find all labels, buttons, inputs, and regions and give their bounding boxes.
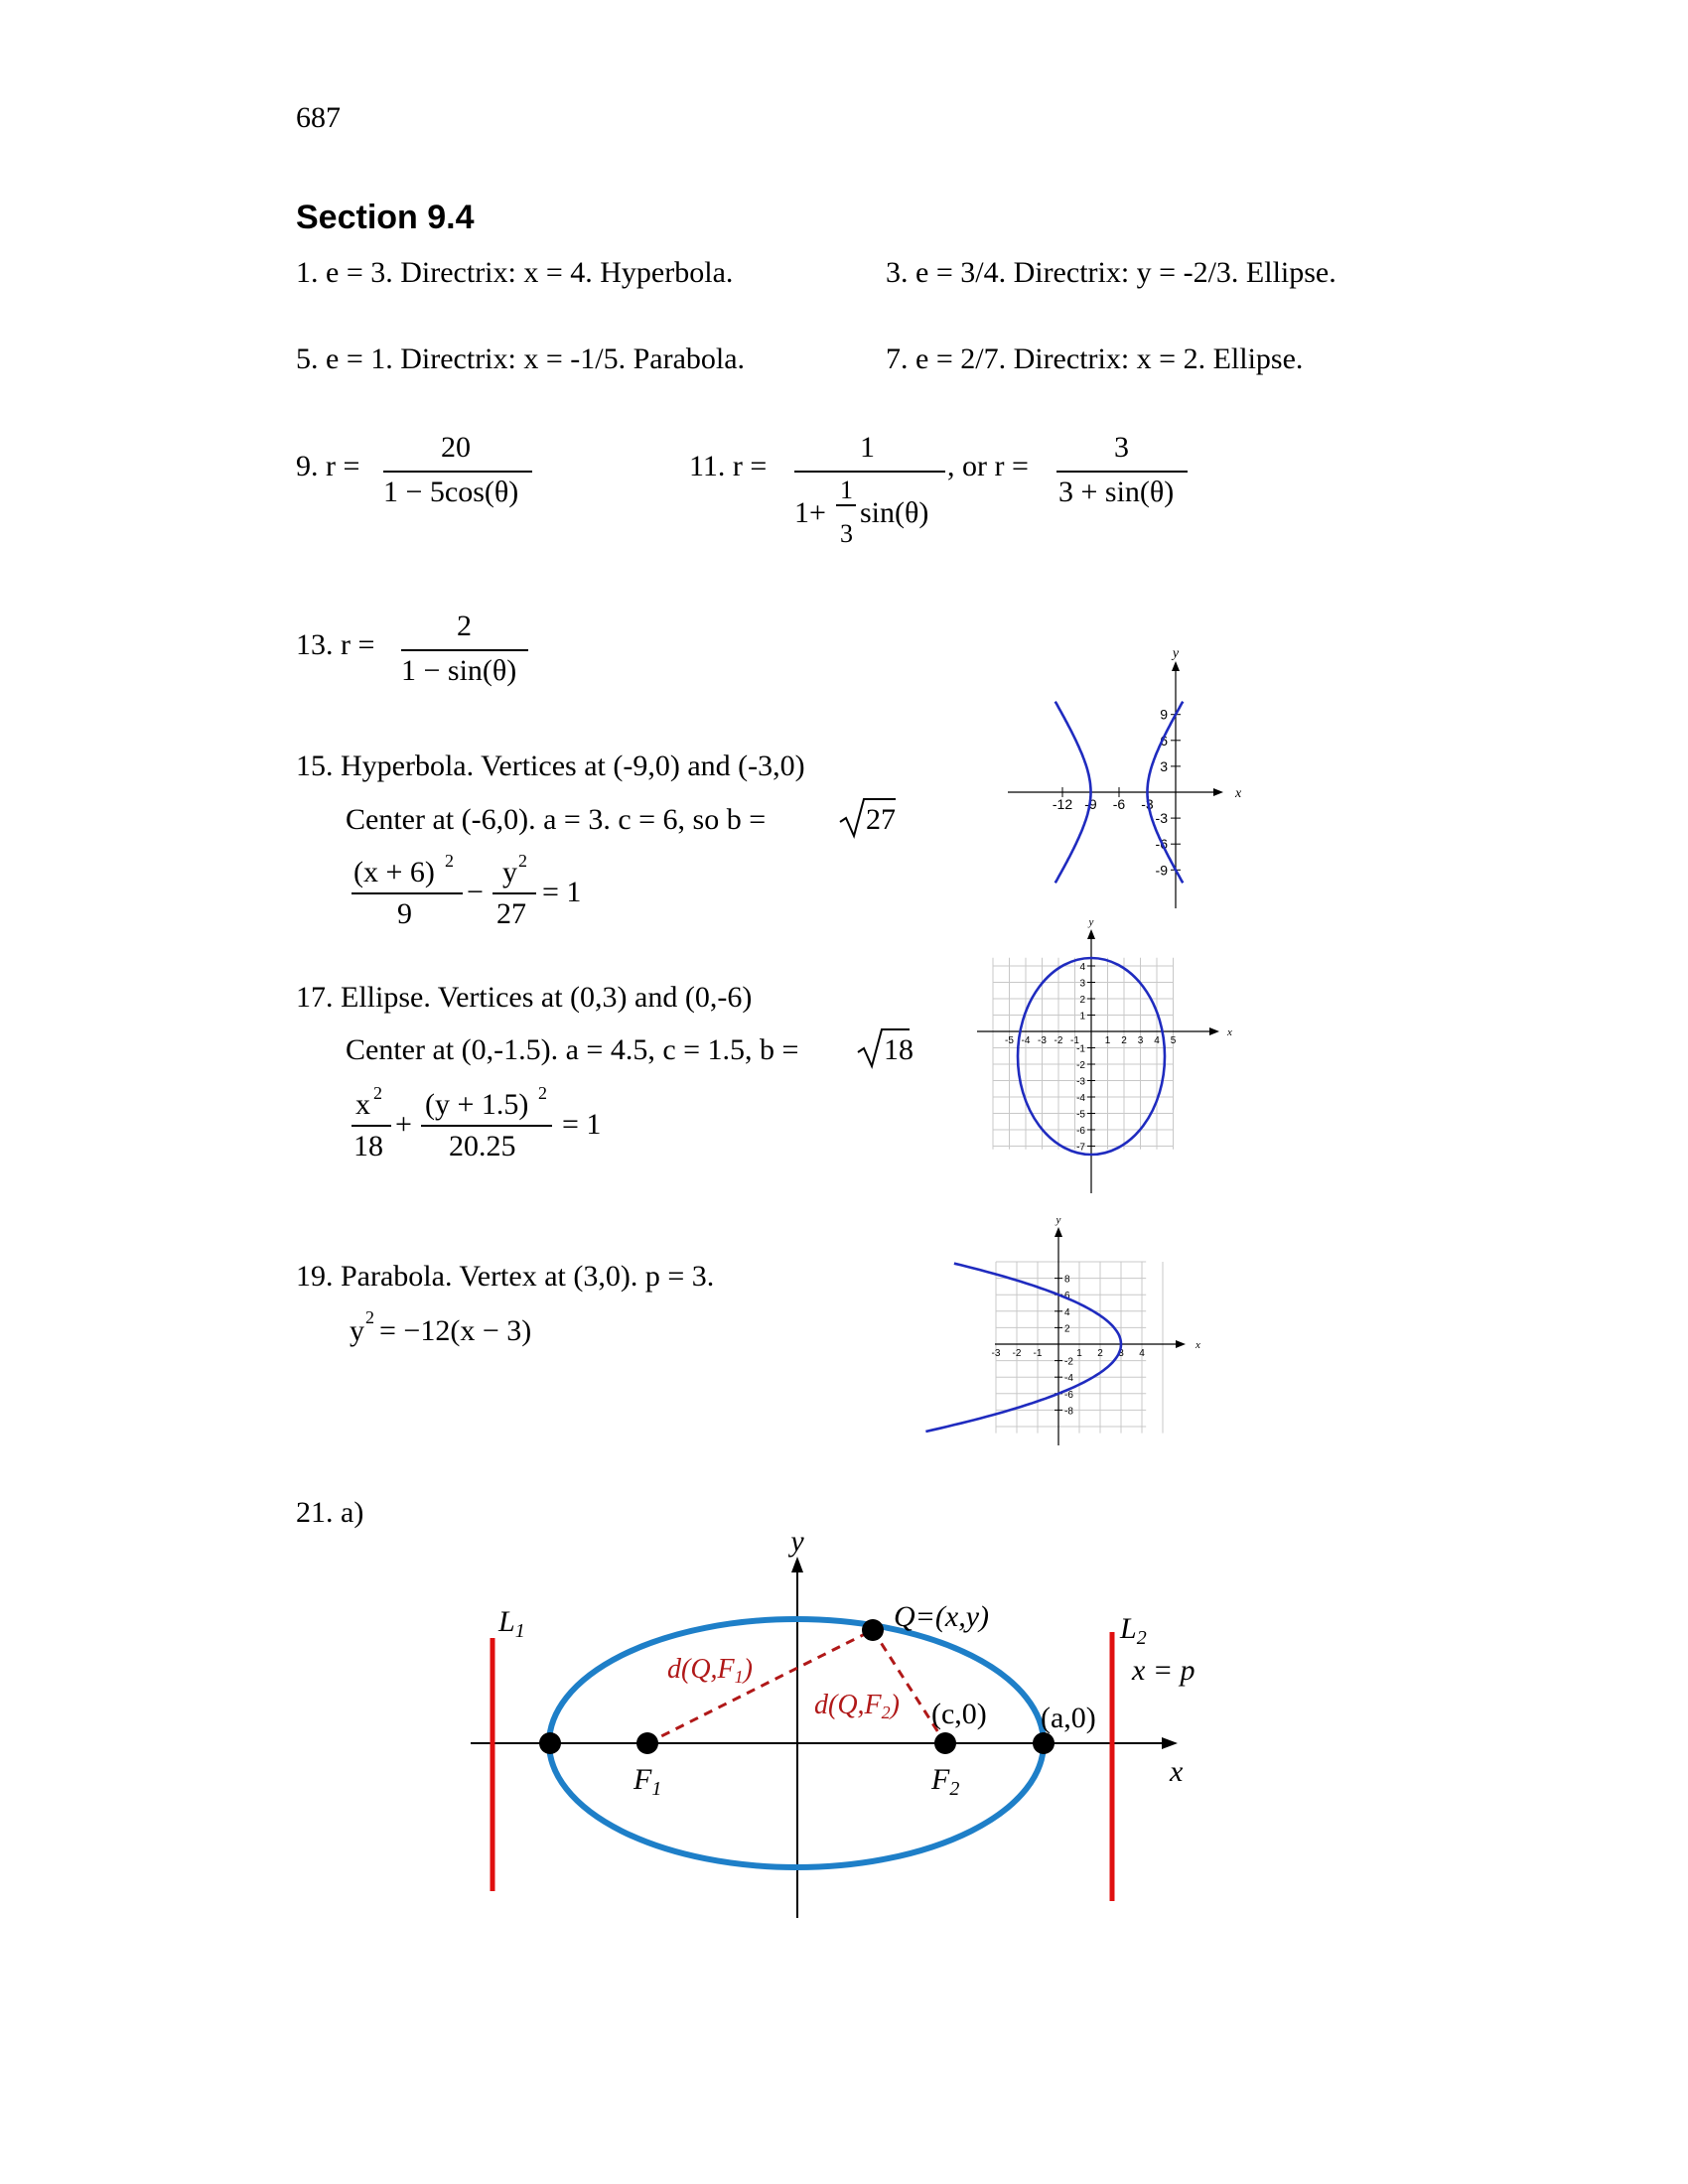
answer-15-sqrt-value: 27 xyxy=(866,803,896,836)
answer-15-eq-n2sup: 2 xyxy=(518,851,527,871)
dQF2-label: d(Q,F2) xyxy=(814,1690,900,1722)
y-tick-label: -4 xyxy=(1064,1373,1073,1385)
x-tick-label: 3 xyxy=(1118,1348,1124,1359)
y-tick-label: -6 xyxy=(1064,1389,1073,1401)
F1-label: $F_1$ xyxy=(633,1763,662,1800)
x-tick-label: 3 xyxy=(1137,1035,1144,1046)
fraction-bar xyxy=(383,471,532,473)
answer-15-line1: 15. Hyperbola. Vertices at (-9,0) and (-3,0) xyxy=(296,750,805,782)
answer-1: 1. e = 3. Directrix: x = 4. Hyperbola. xyxy=(296,256,734,289)
y-tick-label: -3 xyxy=(1076,1076,1085,1088)
answer-15-eq-n1sup: 2 xyxy=(445,851,454,871)
graph-19-parabola xyxy=(993,1211,1221,1449)
y-tick-label: 6 xyxy=(1064,1291,1070,1302)
answer-11-alt-numerator: 3 xyxy=(1114,431,1129,464)
dashed-Q-F1 xyxy=(647,1630,873,1743)
y-tick-label: -5 xyxy=(1076,1109,1085,1121)
y-tick-label: -6 xyxy=(1076,1126,1085,1137)
y-tick-label: -8 xyxy=(1064,1406,1073,1418)
answer-17-eq-d2: 20.25 xyxy=(449,1130,516,1162)
y-tick-label: -3 xyxy=(1155,810,1168,827)
y-tick-label: 3 xyxy=(1079,978,1085,990)
page-number: 687 xyxy=(296,101,341,134)
answer-15-eq-n2: y xyxy=(502,856,517,888)
y-tick-label: -2 xyxy=(1076,1060,1085,1071)
y-tick-label: -1 xyxy=(1076,1043,1085,1055)
x-tick-label: 1 xyxy=(1076,1348,1082,1359)
y-axis-label: y xyxy=(1055,1214,1061,1226)
fraction-bar xyxy=(352,892,463,894)
answer-9-denominator: 1 − 5cos(θ) xyxy=(383,476,519,508)
x-tick-label: -3 xyxy=(1141,796,1154,812)
y-tick-label: 4 xyxy=(1079,962,1085,973)
answer-15-eq-minus: − xyxy=(467,876,484,908)
x-tick-label: -1 xyxy=(1070,1035,1079,1046)
answer-17-eq-rhs: = 1 xyxy=(562,1108,602,1141)
y-axis-label: y xyxy=(1088,916,1094,928)
x-tick-label: -5 xyxy=(1005,1035,1014,1046)
graph-15-hyperbola xyxy=(993,645,1251,913)
answer-11-lead: 11. r = xyxy=(689,450,768,482)
y-tick-label: 2 xyxy=(1064,1323,1070,1335)
x-axis-label: x xyxy=(1196,1339,1200,1351)
L2-label: $L_2$ xyxy=(1120,1612,1147,1649)
fraction-bar xyxy=(401,649,528,651)
answer-17-eq-d1: 18 xyxy=(353,1130,383,1162)
answer-11-alt-denominator: 3 + sin(θ) xyxy=(1058,476,1175,508)
x-axis-arrow xyxy=(1209,1027,1219,1035)
fraction-bar xyxy=(836,504,856,506)
y-tick-label: -4 xyxy=(1076,1093,1085,1104)
answer-17-eq-n2: (y + 1.5) xyxy=(425,1088,529,1121)
x-tick-label: 1 xyxy=(1104,1035,1111,1046)
answer-19-eq-rest: = −12(x − 3) xyxy=(379,1314,532,1347)
y-tick-label: 9 xyxy=(1160,706,1168,723)
x-tick-label: -9 xyxy=(1084,796,1097,812)
x-tick-label: -3 xyxy=(1038,1035,1047,1046)
y-axis-arrow xyxy=(791,1557,803,1572)
L1-label: $L_1$ xyxy=(498,1605,525,1642)
answer-11-small-denominator: 3 xyxy=(840,519,853,548)
x-tick-label: -12 xyxy=(1052,796,1073,812)
a-label: (a,0) xyxy=(1041,1702,1096,1734)
x-tick-label: -2 xyxy=(1054,1035,1063,1046)
y-tick-label: 8 xyxy=(1064,1274,1070,1286)
y-axis-arrow xyxy=(1055,1227,1062,1237)
Q-label: Q=(x,y) xyxy=(894,1600,990,1633)
answer-17-eq-n1: x xyxy=(355,1088,370,1121)
answer-3: 3. e = 3/4. Directrix: y = -2/3. Ellipse. xyxy=(886,256,1336,289)
y-tick-label: -7 xyxy=(1076,1142,1085,1154)
answer-11-den-post: sin(θ) xyxy=(860,496,929,529)
answer-7: 7. e = 2/7. Directrix: x = 2. Ellipse. xyxy=(886,342,1304,375)
fraction-bar xyxy=(421,1125,552,1127)
L2-equation: x = p xyxy=(1132,1654,1196,1687)
answer-11-den-pre: 1+ xyxy=(794,496,826,529)
x-axis-label: x xyxy=(1227,1026,1232,1038)
answer-19-eq-sup: 2 xyxy=(365,1307,374,1327)
vertex-left-point xyxy=(539,1732,561,1754)
answer-19-eq-y: y xyxy=(350,1314,364,1347)
y-axis-arrow xyxy=(1172,661,1180,671)
answer-5: 5. e = 1. Directrix: x = -1/5. Parabola. xyxy=(296,342,746,375)
answer-15-eq-d1: 9 xyxy=(397,897,412,930)
x-axis-arrow xyxy=(1162,1737,1178,1749)
fraction-bar xyxy=(1056,471,1188,473)
x-tick-label: -4 xyxy=(1021,1035,1031,1046)
y-tick-label: 1 xyxy=(1079,1011,1085,1023)
x-axis-arrow xyxy=(1213,788,1223,796)
focus-F1-point xyxy=(636,1732,658,1754)
answer-13-numerator: 2 xyxy=(457,610,472,642)
answer-15-eq-d2: 27 xyxy=(496,897,526,930)
figure-21-ellipse-directrices xyxy=(457,1525,1231,1926)
x-tick-label: 4 xyxy=(1154,1035,1160,1046)
section-title: Section 9.4 xyxy=(296,199,475,236)
y-tick-label: -2 xyxy=(1064,1356,1073,1368)
y-axis-label: y xyxy=(1172,646,1180,661)
answer-15-eq-n1: (x + 6) xyxy=(353,856,435,888)
y-tick-label: 2 xyxy=(1079,995,1085,1006)
F2-label: $F_2$ xyxy=(931,1763,960,1800)
fraction-bar xyxy=(794,471,945,473)
answer-19-line1: 19. Parabola. Vertex at (3,0). p = 3. xyxy=(296,1260,715,1293)
y-tick-label: -6 xyxy=(1155,836,1168,853)
y-tick-label: 4 xyxy=(1064,1306,1070,1318)
answer-11-or: , or r = xyxy=(947,450,1029,482)
fraction-bar xyxy=(352,1125,391,1127)
x-tick-label: -6 xyxy=(1112,796,1126,812)
answer-13-denominator: 1 − sin(θ) xyxy=(401,654,517,687)
y-tick-label: 6 xyxy=(1160,732,1168,749)
x-tick-label: 5 xyxy=(1170,1035,1177,1046)
answer-17-eq-n2sup: 2 xyxy=(538,1083,547,1103)
graph-17-ellipse xyxy=(973,905,1241,1203)
x-tick-label: -3 xyxy=(991,1348,1001,1359)
x-tick-label: 2 xyxy=(1097,1348,1103,1359)
x-axis-arrow xyxy=(1176,1340,1186,1348)
x-tick-label: -2 xyxy=(1012,1348,1022,1359)
y-label: y xyxy=(790,1525,804,1558)
vertex-right-point xyxy=(1033,1732,1055,1754)
fraction-bar xyxy=(492,892,536,894)
answer-17-line2: Center at (0,-1.5). a = 4.5, c = 1.5, b = xyxy=(346,1033,799,1066)
x-tick-label: 2 xyxy=(1121,1035,1127,1046)
answer-17-line1: 17. Ellipse. Vertices at (0,3) and (0,-6) xyxy=(296,981,753,1014)
answer-15-eq-rhs: = 1 xyxy=(542,876,582,908)
answer-17-sqrt-value: 18 xyxy=(884,1033,914,1066)
parabola-curve xyxy=(925,1264,1121,1432)
y-tick-label: -9 xyxy=(1155,862,1168,879)
c-label: (c,0) xyxy=(931,1698,987,1730)
x-tick-label: -1 xyxy=(1033,1348,1043,1359)
answer-9-lead: 9. r = xyxy=(296,450,360,482)
answer-17-eq-n1sup: 2 xyxy=(373,1083,382,1103)
x-axis-label: x xyxy=(1235,786,1242,801)
dQF1-label: d(Q,F1) xyxy=(667,1654,753,1687)
answer-9-numerator: 20 xyxy=(441,431,471,464)
answer-11-small-numerator: 1 xyxy=(840,476,853,504)
x-label: x xyxy=(1170,1755,1184,1788)
answer-21-label: 21. a) xyxy=(296,1496,364,1529)
y-axis-arrow xyxy=(1087,929,1095,939)
answer-17-eq-plus: + xyxy=(395,1108,412,1141)
x-tick-label: 4 xyxy=(1139,1348,1145,1359)
y-tick-label: 3 xyxy=(1160,757,1168,774)
answer-15-line2: Center at (-6,0). a = 3. c = 6, so b = xyxy=(346,803,767,836)
answer-11-numerator: 1 xyxy=(860,431,875,464)
focus-F2-point xyxy=(934,1732,956,1754)
answer-13-lead: 13. r = xyxy=(296,628,375,661)
point-Q xyxy=(862,1619,884,1641)
